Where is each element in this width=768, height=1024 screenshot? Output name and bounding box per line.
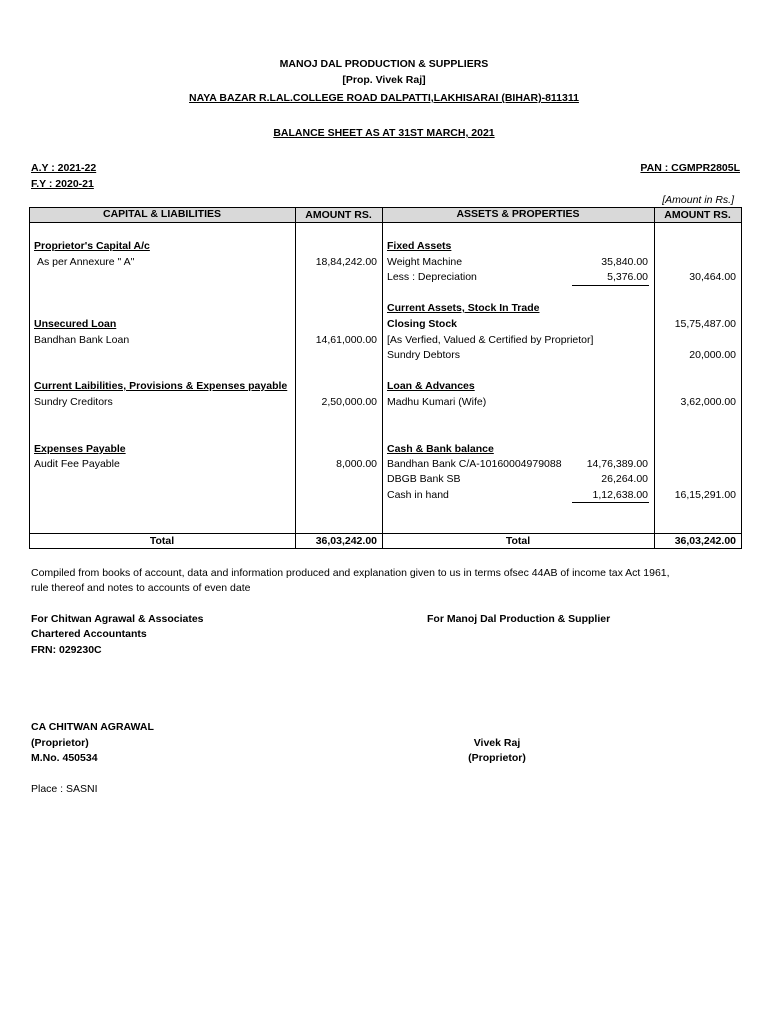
capital-head: Proprietor's Capital A/c bbox=[34, 240, 150, 252]
ca-membership-no: M.No. 450534 bbox=[31, 752, 98, 764]
proprietor-line: [Prop. Vivek Raj] bbox=[342, 74, 426, 86]
sundry-debtors-amount: 20,000.00 bbox=[689, 349, 736, 361]
address-line: NAYA BAZAR R.LAL.COLLEGE ROAD DALPATTI,LAKHISARAI (BIHAR)-811311 bbox=[189, 92, 579, 104]
loan-advances-item: Madhu Kumari (Wife) bbox=[387, 396, 487, 408]
unsecured-loan-item: Bandhan Bank Loan bbox=[34, 334, 130, 346]
fixed-assets-total: 30,464.00 bbox=[689, 271, 736, 283]
unsecured-loan-head: Unsecured Loan bbox=[34, 318, 117, 330]
cash-bank-total: 16,15,291.00 bbox=[674, 489, 736, 501]
expenses-payable-item: Audit Fee Payable bbox=[34, 458, 120, 470]
client-signatory-name: Vivek Raj bbox=[473, 737, 521, 749]
ca-firm-title: Chartered Accountants bbox=[31, 628, 147, 640]
fixed-assets-head: Fixed Assets bbox=[387, 240, 452, 252]
depreciation-amount: 5,376.00 bbox=[607, 271, 648, 283]
expenses-payable-amount: 8,000.00 bbox=[336, 458, 377, 470]
loan-advances-head: Loan & Advances bbox=[387, 380, 475, 392]
header-asset-amount: AMOUNT RS. bbox=[664, 209, 731, 221]
place-line: Place : SASNI bbox=[31, 783, 98, 795]
cash-in-hand-amount: 1,12,638.00 bbox=[592, 489, 648, 501]
capital-item: As per Annexure " A" bbox=[37, 256, 135, 268]
client-signatory-role: (Proprietor) bbox=[468, 752, 526, 764]
liabilities-total-label: Total bbox=[149, 535, 175, 547]
fixed-asset-item: Weight Machine bbox=[387, 256, 463, 268]
cash-bank-head: Cash & Bank balance bbox=[387, 443, 494, 455]
liabilities-total-amount: 36,03,242.00 bbox=[315, 535, 377, 547]
client-for: For Manoj Dal Production & Supplier bbox=[427, 613, 611, 625]
ca-frn: FRN: 029230C bbox=[31, 644, 102, 656]
bank1-amount: 14,76,389.00 bbox=[586, 458, 648, 470]
compiled-note-line1: Compiled from books of account, data and information produced and explanation given to us in terms ofsec 44AB of income tax Act 1961, bbox=[31, 567, 670, 579]
sundry-debtors-label: Sundry Debtors bbox=[387, 349, 460, 361]
balance-sheet-title: BALANCE SHEET AS AT 31ST MARCH, 2021 bbox=[273, 127, 495, 139]
ca-role: (Proprietor) bbox=[31, 737, 89, 749]
header-liab-amount: AMOUNT RS. bbox=[305, 209, 372, 221]
amount-note: [Amount in Rs.] bbox=[662, 194, 734, 206]
firm-name: MANOJ DAL PRODUCTION & SUPPLIERS bbox=[279, 58, 489, 70]
financial-year: F.Y : 2020-21 bbox=[31, 178, 94, 190]
current-liabilities-item: Sundry Creditors bbox=[34, 396, 113, 408]
capital-amount: 18,84,242.00 bbox=[315, 256, 377, 268]
closing-stock-amount: 15,75,487.00 bbox=[674, 318, 736, 330]
loan-advances-amount: 3,62,000.00 bbox=[680, 396, 736, 408]
header-capital-liabilities: CAPITAL & LIABILITIES bbox=[102, 208, 222, 220]
ca-name: CA CHITWAN AGRAWAL bbox=[31, 721, 154, 733]
cash-in-hand-label: Cash in hand bbox=[387, 489, 449, 501]
expenses-payable-head: Expenses Payable bbox=[34, 443, 126, 455]
assessment-year: A.Y : 2021-22 bbox=[31, 162, 97, 174]
current-liabilities-amount: 2,50,000.00 bbox=[321, 396, 377, 408]
header-assets-properties: ASSETS & PROPERTIES bbox=[456, 208, 580, 220]
fixed-asset-item-amount: 35,840.00 bbox=[601, 256, 648, 268]
closing-stock-note: [As Verfied, Valued & Certified by Proprietor] bbox=[387, 334, 594, 346]
assets-total-amount: 36,03,242.00 bbox=[674, 535, 736, 547]
bank2-amount: 26,264.00 bbox=[601, 473, 648, 485]
compiled-note-line2: rule thereof and notes to accounts of even date bbox=[31, 582, 251, 594]
ca-firm-for: For Chitwan Agrawal & Associates bbox=[31, 613, 204, 625]
depreciation-label: Less : Depreciation bbox=[387, 271, 477, 283]
current-assets-head: Current Assets, Stock In Trade bbox=[387, 302, 540, 314]
bank1-label: Bandhan Bank C/A-10160004979088 bbox=[387, 458, 562, 470]
bank2-label: DBGB Bank SB bbox=[387, 473, 461, 485]
current-liabilities-head: Current Laibilities, Provisions & Expenses payable bbox=[34, 380, 288, 392]
unsecured-loan-amount: 14,61,000.00 bbox=[315, 334, 377, 346]
pan-number: PAN : CGMPR2805L bbox=[640, 162, 740, 174]
assets-total-label: Total bbox=[505, 535, 531, 547]
closing-stock-label: Closing Stock bbox=[387, 318, 458, 330]
